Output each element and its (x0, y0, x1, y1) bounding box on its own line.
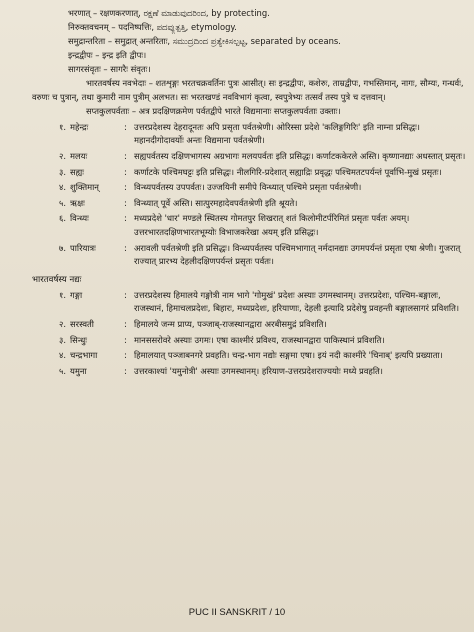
item-text: उत्तरप्रदेशस्य देहरादूनतः अपि प्रसृता पर्वतश्रेणी। ओरिस्सा प्रदेशे 'कलिङ्गगिरिः' इति नाम्ना प्रसिद्धः। महानदीगोदावर्योः अन्तः विद्यमाना पर्वतश्रेणी। (134, 121, 420, 146)
item-name: विन्ध्यः (70, 213, 89, 224)
item-number: ३. (58, 334, 66, 345)
item-number: ७. (58, 242, 66, 253)
item-number: ३. (58, 166, 66, 177)
item-colon: : (124, 197, 127, 208)
kula-parvata-intro: सप्तकुलपर्वताः – अत्र प्रदक्षिणक्रमेण पर्वतद्वीपे भारते विद्यमानाः सप्तकुलपर्वताः उक्ताः। (86, 106, 341, 117)
list-item (12, 242, 466, 269)
river-list (12, 289, 466, 379)
item-name: गङ्गा (70, 289, 83, 300)
item-name: सरस्वती (70, 318, 94, 329)
item-number: ४. (58, 182, 66, 193)
glossary-line: सागरसंवृतः – सागरैः संवृतः। (68, 64, 151, 74)
item-colon: : (124, 365, 127, 376)
item-colon: : (124, 334, 127, 345)
item-colon: : (124, 166, 127, 177)
item-number: १. (58, 121, 66, 132)
list-item (12, 318, 466, 332)
item-text: सह्यपर्वतस्य दक्षिणभागस्य अग्रभागः मलयपर्वतः इति प्रसिद्धः। कर्णाटककेरले अस्ति। कृष्णानद्याः अधस्तात् प्रसृतः। (134, 150, 466, 161)
item-number: ६. (58, 213, 66, 224)
list-item (12, 197, 466, 211)
item-name: यमुना (70, 365, 87, 376)
item-name: शुक्तिमान् (70, 182, 99, 193)
item-name: महेन्द्रः (70, 121, 89, 132)
rivers-heading: भारतवर्षस्य नद्यः (32, 274, 82, 285)
item-text: अरावली पर्वतश्रेणी इति प्रसिद्धः। विन्ध्यपर्वतस्य पश्चिमभागात् नर्मदानद्याः उगमपर्यन्तं प्रसृता एषा श्रेणी। गुजरात् राज्यात् प्रारभ्य देहलीदक्षिणपर्यन्तं प्रसृतः पर्वतः। (134, 242, 461, 267)
item-colon: : (124, 289, 127, 300)
glossary (12, 6, 466, 76)
mountain-list (12, 121, 466, 269)
item-text: विन्ध्यपर्वतस्य उपपर्वतः। उज्जयिनी समीपे विन्ध्यात् पश्चिमे प्रसृता पर्वतश्रेणी। (134, 182, 362, 193)
glossary-line: भरणात् – रक्षणकरणात्, ರಕ್ಷಣೆ ಮಾಡುವುದರಿಂದ, by protecting. (68, 8, 270, 18)
item-colon: : (124, 121, 127, 132)
glossary-line: समुद्रान्तरिता – समुद्रात् अन्तरिताः, ಸಮುದ್ರದಿಂದ ಪ್ರತ್ಯೇಕಿಸಲ್ಪಟ್ಟ, separated by oceans. (68, 36, 341, 46)
item-number: ५. (58, 197, 66, 208)
item-colon: : (124, 318, 127, 329)
list-item (12, 181, 466, 195)
item-name: सह्यः (70, 166, 84, 177)
item-colon: : (124, 242, 127, 253)
item-text: उत्तरप्रदेशस्य हिमालये गङ्गोत्री नाम भागे 'गोमुखं' प्रदेशः अस्याः उगमस्थानम्। उत्तरप्रदेशः, पश्चिम-बङ्गालः, राजस्थानं, हिमाचलप्रदेशः, बिहारः, मध्यप्रदेशः, हरियाणाः, देहली इत्यादि प्रदेशेषु प्रवहन्ती बङ्गालसागरं प्रविशति। (134, 289, 460, 314)
item-name: सिन्धुः (70, 334, 87, 345)
glossary-line: निरुक्तवचनम् – पदनिष्पत्तिः, ಪದವ್ಯುತ್ಪತ್ತಿ, etymology. (68, 22, 237, 32)
glossary-line: इन्द्रद्वीपः – इन्द्र इति द्वीपः। (68, 50, 147, 60)
item-text: हिमालये जन्म प्राप्य, पञ्जाब्-राजस्थानद्वारा अरबीसमुद्रं प्रविशति। (134, 318, 327, 329)
list-item (12, 166, 466, 180)
page-footer: PUC II SANSKRIT / 10 (188, 607, 286, 618)
list-item (12, 334, 466, 348)
item-text: मध्यप्रदेशे 'धार' मण्डले स्थितस्य गोमतपुर शिखरात् शतं किलोमीटर्परिमितं प्रसृतः पर्वतः अयम्। उत्तरभारतदक्षिणभारतभूम्योः विभाजकरेखा अयम् इति प्रसिद्धः। (134, 213, 410, 237)
item-colon: : (124, 213, 127, 224)
item-text: विन्ध्यात् पूर्वे अस्ति। सात्पुरमहादेवपर्वतश्रेणी इति श्रूयते। (134, 197, 298, 208)
item-colon: : (124, 182, 127, 193)
item-text: मानससरोवरे अस्याः उगमः। एषा काश्मीरं प्रविश्य, राजस्थानद्वारा पाकिस्थानं प्रविशति। (134, 334, 385, 345)
list-item (12, 289, 466, 316)
item-name: मलयः (70, 150, 88, 161)
list-item (12, 365, 466, 379)
item-name: चन्द्रभागा (70, 350, 98, 361)
item-number: २. (58, 150, 66, 161)
item-text: उत्तरकाश्यां 'यमुनोत्री' अस्याः उगमस्थानम्। हरियाण-उत्तरप्रदेशराज्ययोः मध्ये प्रवहति। (134, 365, 383, 376)
item-number: १. (58, 289, 66, 300)
list-item (12, 121, 466, 148)
item-colon: : (124, 350, 127, 361)
list-item (12, 349, 466, 363)
list-item (12, 150, 466, 164)
item-name: ऋक्षः (70, 197, 85, 208)
item-number: ४. (58, 350, 66, 361)
list-item (12, 212, 466, 239)
item-colon: : (124, 150, 127, 161)
intro-paragraph: भारतवर्षस्य नवभेदाः – शतशृङ्गः भरतचक्रवर्तिनः पुत्रः आसीत्। सः इन्द्रद्वीपः, कशेरुः, ताम्रद्वीपः, गभस्तिमान्, नागः, सौम्यः, गन्धर्वः, वरुणः च पुत्रान्, तथा कुमारी नाम पुत्रीम् अलभत। सः भरतखण्डं नवविभागं कृत्वा, स्वपुत्रेभ्यः तत्सर्वं तस्य पुत्रे च दत्तवान्। (32, 78, 464, 102)
item-number: २. (58, 318, 66, 329)
item-number: ५. (58, 365, 66, 376)
item-name: पारियात्रः (70, 242, 96, 253)
item-text: कर्णाटके पश्चिमघट्टः इति प्रसिद्धः। नीलगिरि-प्रदेशात् सह्याद्रिः प्रवृद्धः पश्चिमतटपर्यन्तं पूर्वाभि-मुखं प्रसृतः। (134, 166, 442, 177)
item-text: हिमालयात् पञ्जाबनगरे प्रवहति। चन्द्र-भाग नद्योः सङ्गमा एषा। इयं नदी काश्मीरे 'चिनाब्' इत्यपि प्रख्याता। (134, 350, 443, 361)
